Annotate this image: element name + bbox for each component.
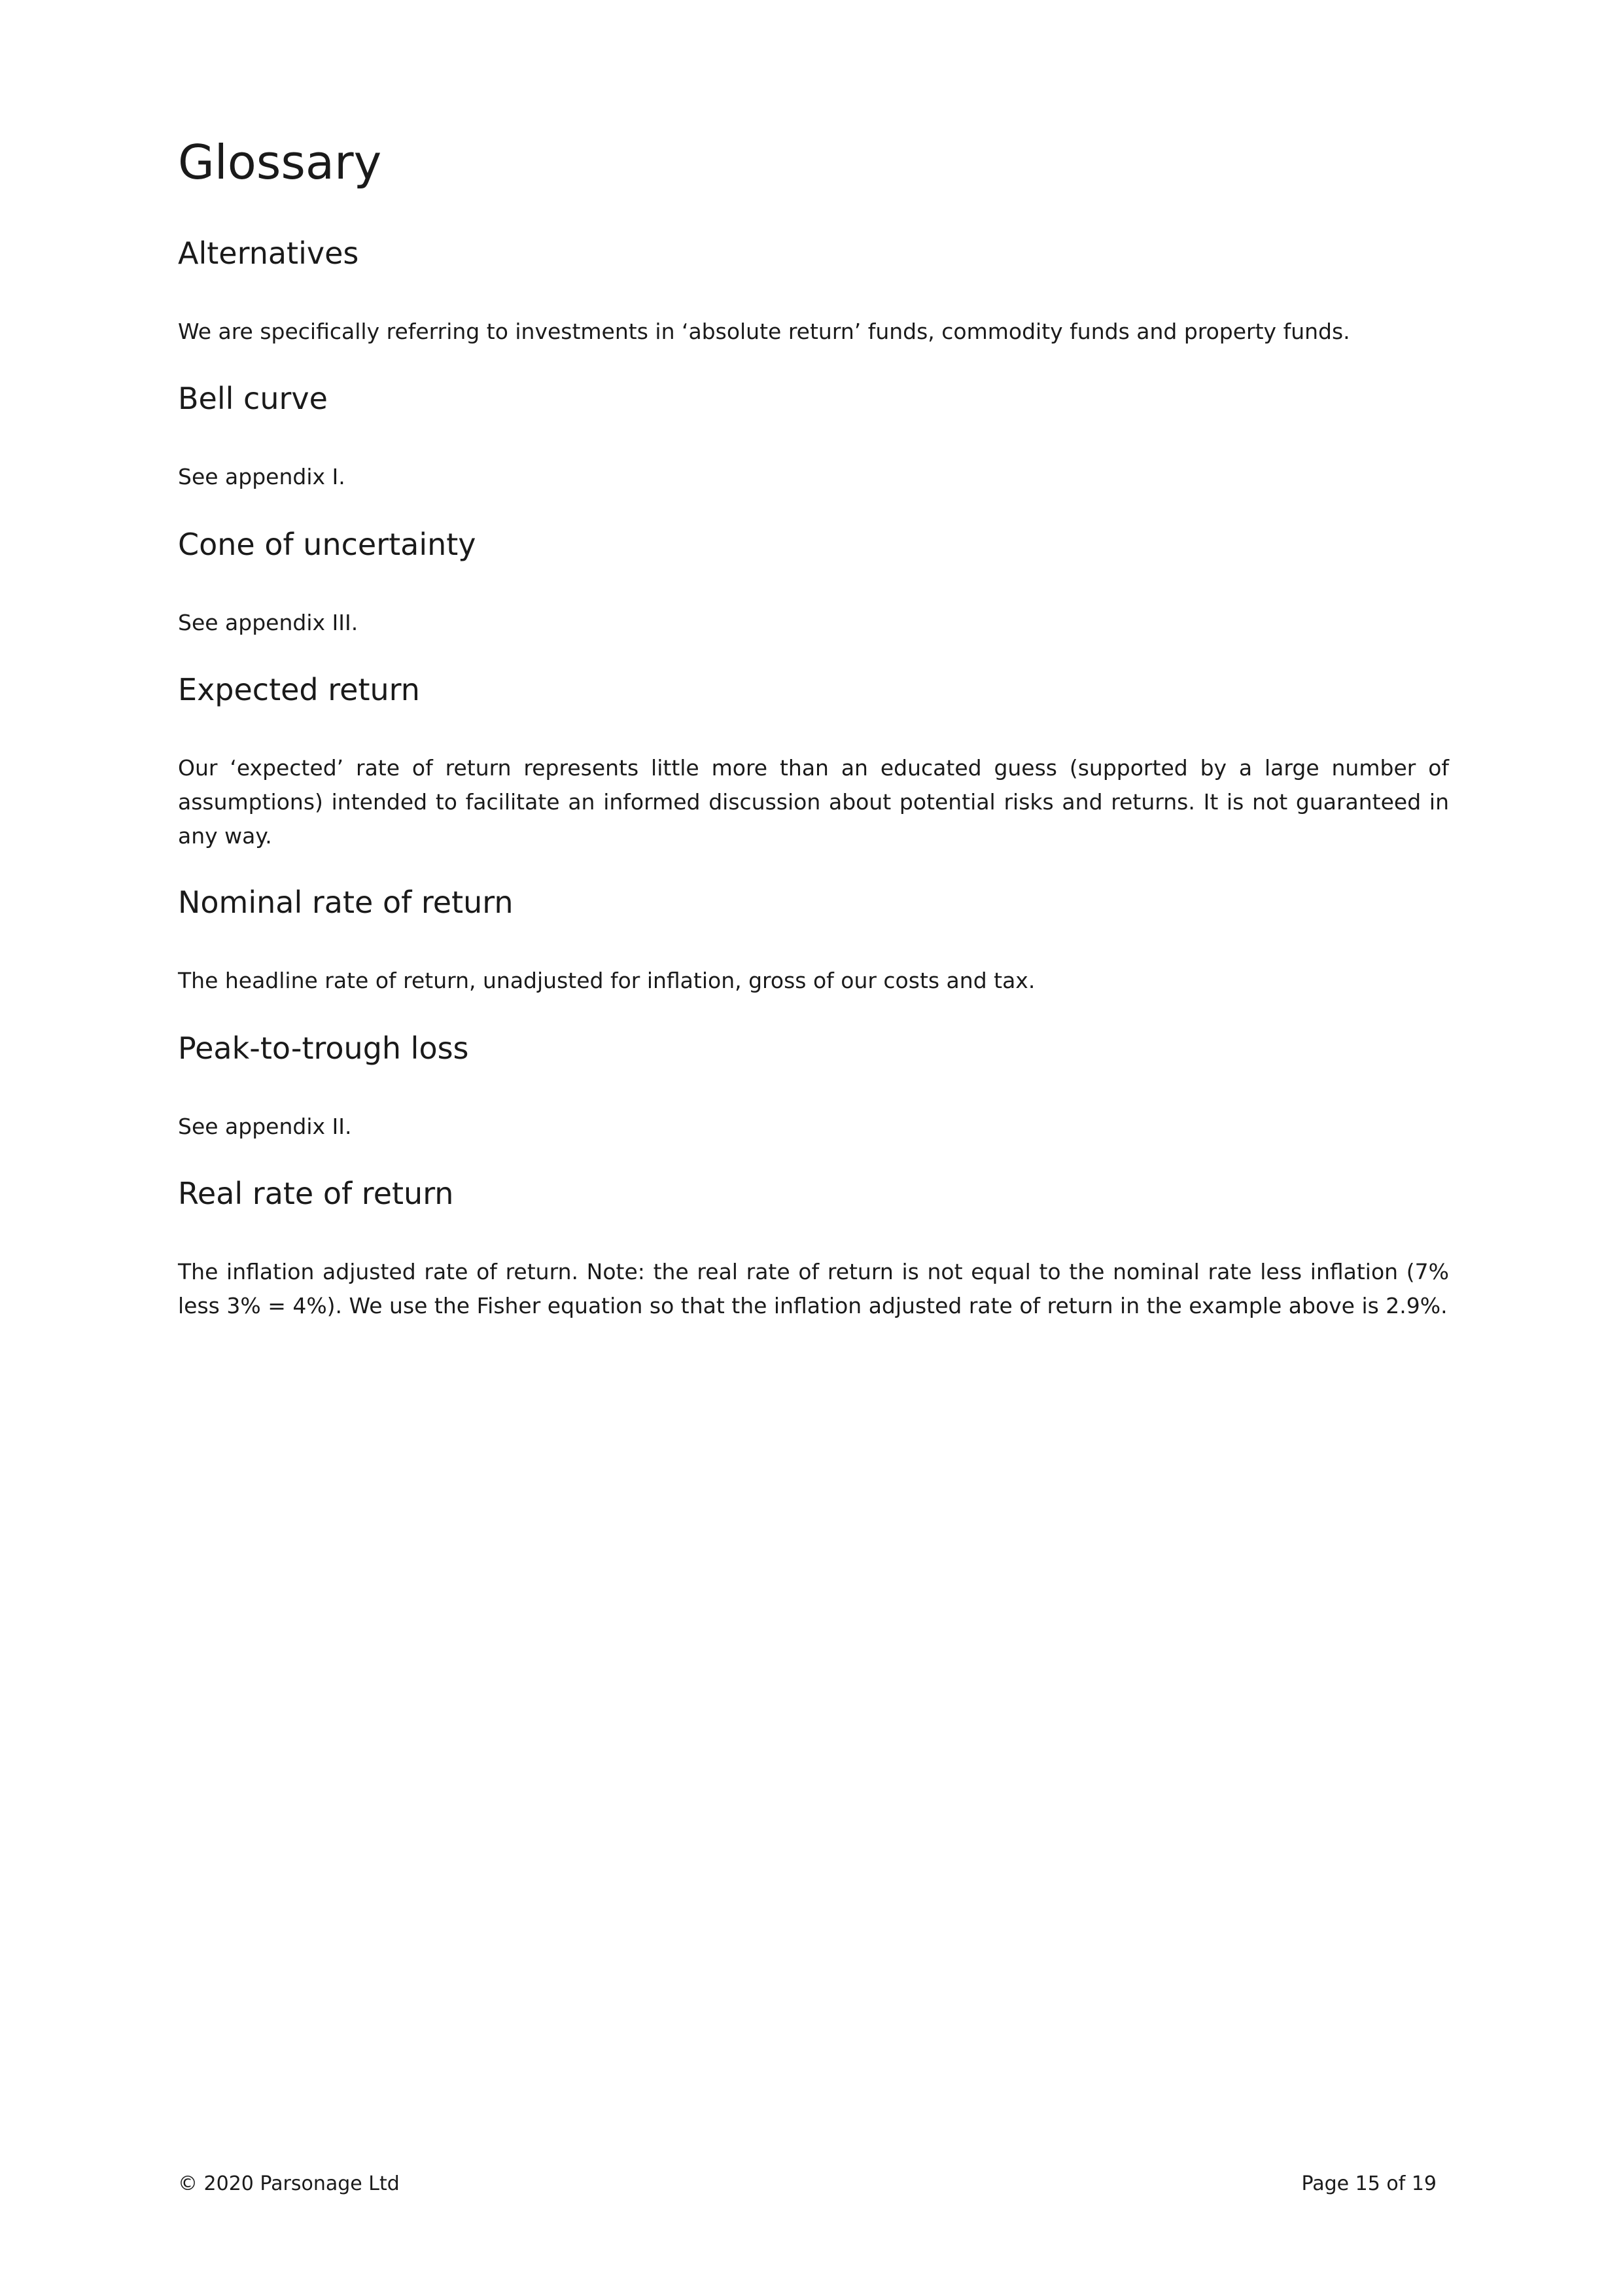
glossary-definition: We are specifically referring to investments in ‘absolute return’ funds, commodity funds and property funds. [178, 319, 1350, 345]
glossary-term: Cone of uncertainty [178, 527, 476, 562]
glossary-term: Bell curve [178, 381, 328, 416]
glossary-term: Alternatives [178, 236, 359, 271]
glossary-entry-peak-to-trough-loss [178, 1031, 1449, 1144]
page-title: Glossary [178, 135, 382, 190]
glossary-definition: See appendix III. [178, 610, 358, 636]
glossary-entry-nominal-rate-of-return [178, 885, 1449, 998]
glossary-definition: Our ‘expected’ rate of return represents little more than an educated guess (supported by a large number of assumptions) intended to facilitate an informed discussion about potential risks and returns. It is not guaranteed in any way. [178, 755, 1449, 849]
glossary-definition: See appendix I. [178, 464, 345, 490]
glossary-entry-alternatives [178, 236, 1449, 349]
footer-page-number: Page 15 of 19 [1301, 2172, 1437, 2195]
glossary-entry-expected-return [178, 672, 1449, 853]
glossary-term: Expected return [178, 672, 420, 707]
glossary-term: Real rate of return [178, 1176, 454, 1211]
glossary-entry-cone-of-uncertainty [178, 527, 1449, 640]
glossary-term: Peak-to-trough loss [178, 1031, 469, 1066]
glossary-definition: See appendix II. [178, 1114, 352, 1140]
glossary-entry-real-rate-of-return [178, 1176, 1449, 1323]
footer-copyright: © 2020 Parsonage Ltd [178, 2172, 400, 2195]
glossary-term: Nominal rate of return [178, 885, 514, 920]
glossary-definition: The headline rate of return, unadjusted for inflation, gross of our costs and tax. [178, 968, 1036, 994]
glossary-entry-bell-curve [178, 381, 1449, 494]
glossary-definition: The inflation adjusted rate of return. Note: the real rate of return is not equal to the nominal rate less inflation (7% less 3% = 4%). We use the Fisher equation so that the inflation adjusted rate of return in the example above is 2.9%. [178, 1259, 1449, 1319]
